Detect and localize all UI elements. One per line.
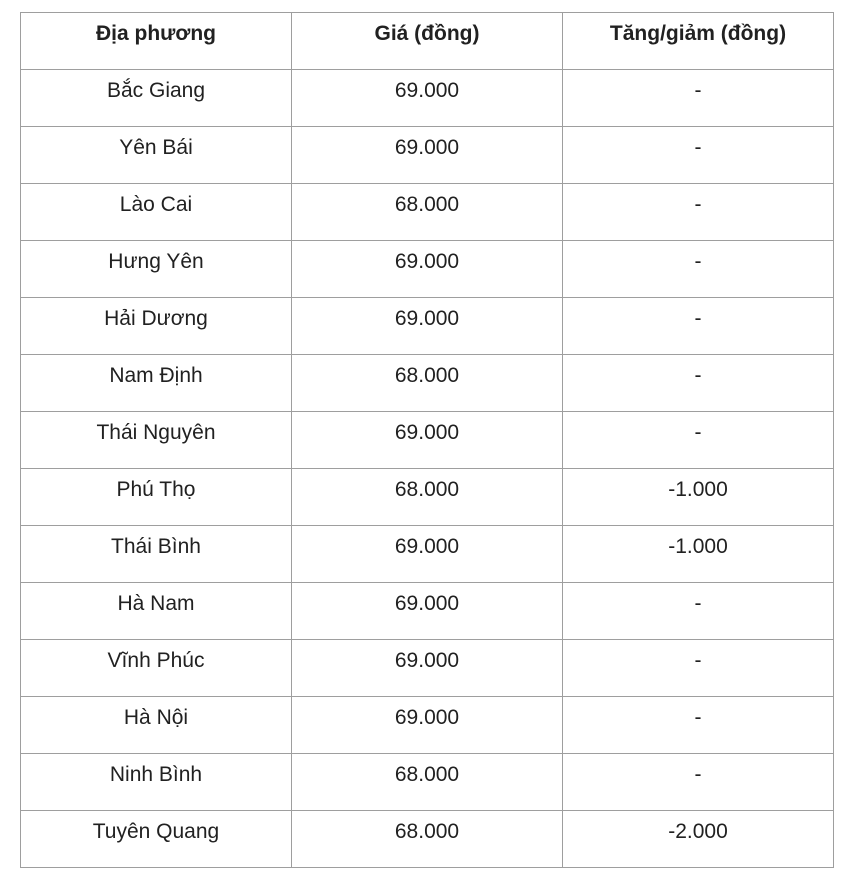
cell-price: 69.000: [292, 127, 563, 184]
cell-price: 69.000: [292, 697, 563, 754]
cell-locality: Tuyên Quang: [21, 811, 292, 868]
table-row: [21, 811, 834, 868]
cell-price: 69.000: [292, 298, 563, 355]
cell-locality: Hà Nam: [21, 583, 292, 640]
table-body: [21, 70, 834, 868]
cell-price: 69.000: [292, 640, 563, 697]
cell-price: 68.000: [292, 184, 563, 241]
cell-locality: Vĩnh Phúc: [21, 640, 292, 697]
table-row: [21, 127, 834, 184]
cell-price: 69.000: [292, 241, 563, 298]
table-row: [21, 640, 834, 697]
table-row: [21, 754, 834, 811]
table-row: [21, 583, 834, 640]
header-locality: Địa phương: [21, 13, 292, 70]
cell-locality: Phú Thọ: [21, 469, 292, 526]
table-row: [21, 184, 834, 241]
cell-locality: Hưng Yên: [21, 241, 292, 298]
cell-price: 68.000: [292, 469, 563, 526]
table-row: [21, 70, 834, 127]
cell-change: -1.000: [563, 469, 834, 526]
cell-locality: Hà Nội: [21, 697, 292, 754]
cell-change: -: [563, 412, 834, 469]
cell-price: 68.000: [292, 754, 563, 811]
table-row: [21, 469, 834, 526]
cell-change: -: [563, 70, 834, 127]
cell-locality: Lào Cai: [21, 184, 292, 241]
cell-price: 68.000: [292, 355, 563, 412]
table-row: [21, 241, 834, 298]
cell-locality: Bắc Giang: [21, 70, 292, 127]
table-header: [21, 13, 834, 70]
cell-change: -: [563, 640, 834, 697]
cell-change: -: [563, 754, 834, 811]
table-row: [21, 697, 834, 754]
cell-locality: Thái Bình: [21, 526, 292, 583]
cell-change: -: [563, 241, 834, 298]
cell-price: 69.000: [292, 583, 563, 640]
cell-locality: Thái Nguyên: [21, 412, 292, 469]
table-row: [21, 412, 834, 469]
cell-price: 69.000: [292, 412, 563, 469]
header-row: [21, 13, 834, 70]
header-price: Giá (đồng): [292, 13, 563, 70]
header-change: Tăng/giảm (đồng): [563, 13, 834, 70]
cell-change: -: [563, 184, 834, 241]
cell-price: 69.000: [292, 526, 563, 583]
table-row: [21, 526, 834, 583]
cell-price: 69.000: [292, 70, 563, 127]
cell-locality: Ninh Bình: [21, 754, 292, 811]
cell-change: -: [563, 355, 834, 412]
cell-change: -: [563, 583, 834, 640]
cell-locality: Yên Bái: [21, 127, 292, 184]
table-row: [21, 355, 834, 412]
cell-change: -1.000: [563, 526, 834, 583]
cell-price: 68.000: [292, 811, 563, 868]
cell-locality: Nam Định: [21, 355, 292, 412]
cell-change: -2.000: [563, 811, 834, 868]
cell-locality: Hải Dương: [21, 298, 292, 355]
cell-change: -: [563, 697, 834, 754]
cell-change: -: [563, 298, 834, 355]
cell-change: -: [563, 127, 834, 184]
table-row: [21, 298, 834, 355]
price-table: [20, 12, 834, 868]
price-table-container: [20, 12, 833, 868]
